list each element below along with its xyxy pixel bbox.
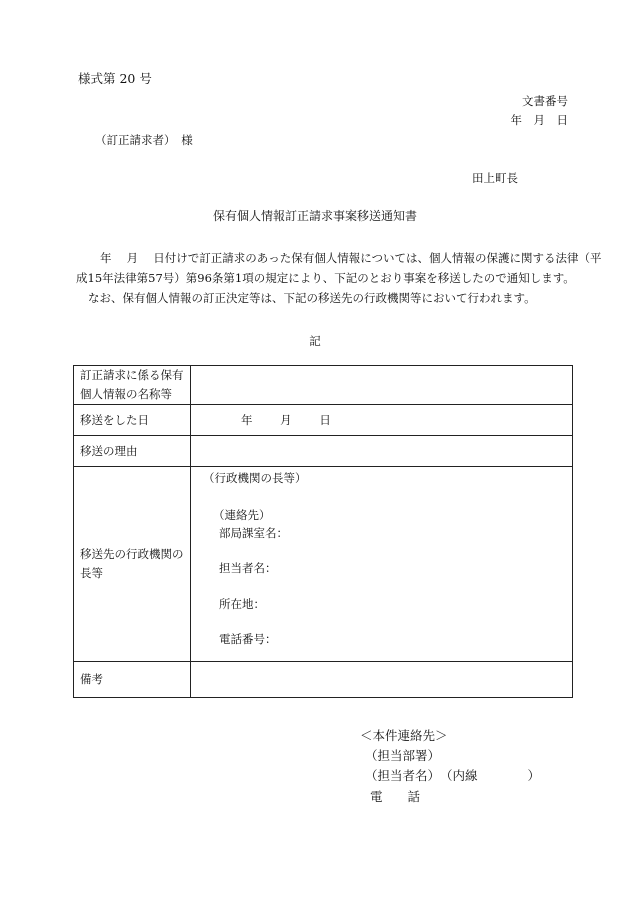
destination-person: 担当者名： [219,561,277,575]
label-destination [74,467,191,662]
value-transfer-date[interactable] [191,405,573,436]
document-date: 年 月 日 [510,113,568,127]
body-paragraph-1-line-2: 成15年法律第57号）第96条第1項の規定により、下記のとおり事案を移送したので通知します。 [76,271,575,285]
label-record-name-line-1: 訂正請求に係る保有 [80,368,184,382]
value-record-name[interactable] [191,366,573,405]
date-day: 日 [319,412,331,427]
date-month: 月 [280,412,292,427]
label-transfer-date: 移送をした日 [74,405,191,436]
label-record-name-line-2: 個人情報の名称等 [80,387,172,401]
value-destination[interactable] [191,467,573,662]
label-transfer-reason: 移送の理由 [74,436,191,467]
body-paragraph-2: なお、保有個人情報の訂正決定等は、下記の移送先の行政機関等において行われます。 [88,291,536,305]
label-remarks: 備考 [74,662,191,698]
document-number: 文書番号 [522,94,568,108]
table-row-transfer-date [74,405,573,436]
sender: 田上町長 [472,171,518,185]
document-title: 保有個人情報訂正請求事案移送通知書 [212,209,417,223]
value-remarks[interactable] [191,662,573,698]
footer-phone: 電 話 [370,789,421,804]
footer-contact-title: ＜本件連絡先＞ [360,728,448,743]
label-destination-line-1: 移送先の行政機関の [80,547,184,561]
details-table [73,365,573,698]
footer-dept: （担当部署） [365,748,441,763]
label-record-name [74,366,191,405]
ki-heading: 記 [309,334,321,348]
label-destination-line-2: 長等 [80,566,103,580]
destination-head: （行政機関の長等） [203,471,307,485]
recipient: （訂正請求者） 様 [95,133,193,147]
table-row-transfer-reason [74,436,573,467]
destination-phone: 電話番号： [219,632,277,646]
destination-contact: （連絡先） [213,508,271,522]
footer-person: （担当者名） （内線 ） [365,768,541,783]
table-row-destination [74,467,573,662]
date-year: 年 [241,412,253,427]
destination-dept: 部局課室名： [219,526,288,540]
form-number: 様式第 20 号 [78,71,152,86]
table-row-record-name [74,366,573,405]
value-transfer-reason[interactable] [191,436,573,467]
table-row-remarks [74,662,573,698]
body-paragraph-1-line-1: 年 月 日付けで訂正請求のあった保有個人情報については、個人情報の保護に関する法律（平 [100,251,602,265]
destination-address: 所在地： [219,597,265,611]
